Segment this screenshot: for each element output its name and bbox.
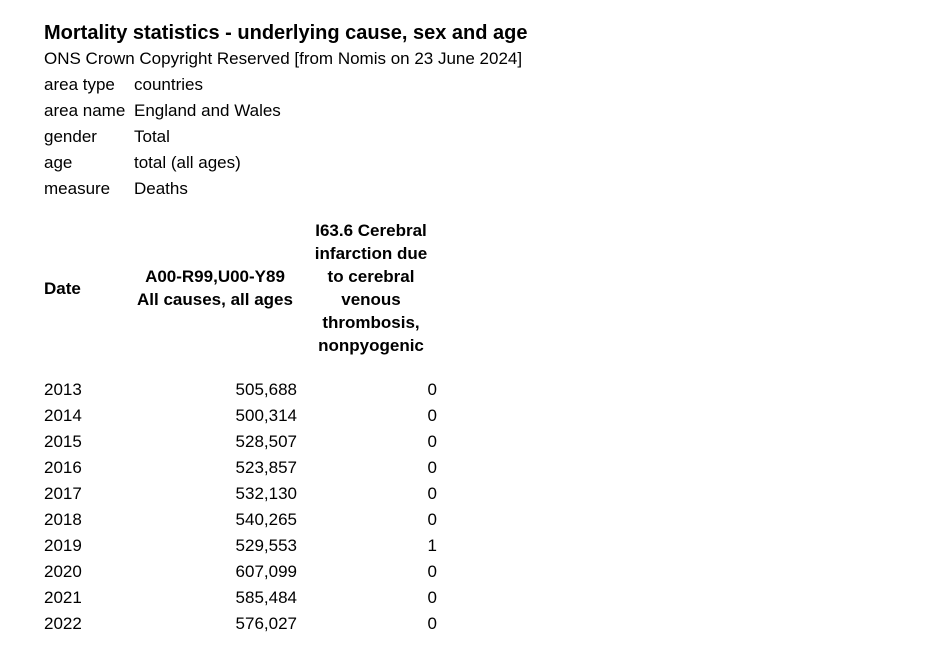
cell-date: 2018 (44, 510, 82, 529)
page-title: Mortality statistics - underlying cause, sex and age (44, 22, 528, 44)
meta-value: Deaths (134, 179, 188, 198)
cell-cerebral: 0 (427, 562, 437, 581)
meta-key: area name (44, 101, 126, 120)
metadata-block (44, 72, 904, 202)
cell-cerebral: 0 (427, 458, 437, 477)
column-header-cerebral (306, 212, 436, 364)
cell-date: 2020 (44, 562, 82, 581)
table-row (44, 377, 904, 403)
meta-row-area-type (44, 72, 904, 98)
cell-date: 2013 (44, 380, 82, 399)
cell-all-causes: 500,314 (235, 406, 297, 425)
cell-all-causes: 585,484 (235, 588, 297, 607)
meta-row-age (44, 150, 904, 176)
column-header-cerebral-label: I63.6 Cerebral infarction due to cerebral venous thrombosis, nonpyogenic (314, 221, 428, 355)
table-row (44, 455, 904, 481)
table-row (44, 403, 904, 429)
table-row (44, 481, 904, 507)
column-header-date: Date (44, 278, 81, 298)
cell-cerebral: 0 (427, 614, 437, 633)
meta-key: gender (44, 127, 97, 146)
table-row (44, 507, 904, 533)
cell-cerebral: 0 (427, 510, 437, 529)
table-body (44, 377, 904, 637)
table-header (44, 212, 904, 364)
table-row (44, 611, 904, 637)
table-row (44, 533, 904, 559)
cell-all-causes: 505,688 (235, 380, 297, 399)
source-line: ONS Crown Copyright Reserved [from Nomis on 23 June 2024] (44, 49, 523, 68)
cell-date: 2019 (44, 536, 82, 555)
column-header-all-causes-label: A00-R99,U00-Y89 All causes, all ages (137, 267, 293, 309)
cell-all-causes: 607,099 (235, 562, 297, 581)
cell-all-causes: 528,507 (235, 432, 297, 451)
cell-cerebral: 1 (427, 536, 437, 555)
table-row (44, 429, 904, 455)
meta-key: measure (44, 179, 111, 198)
cell-all-causes: 532,130 (235, 484, 297, 503)
meta-value: countries (134, 75, 203, 94)
meta-value: Total (134, 127, 170, 146)
cell-all-causes: 540,265 (235, 510, 297, 529)
cell-date: 2022 (44, 614, 82, 633)
cell-date: 2014 (44, 406, 82, 425)
cell-cerebral: 0 (427, 484, 437, 503)
meta-value: England and Wales (134, 101, 281, 120)
table-row (44, 585, 904, 611)
cell-cerebral: 0 (427, 380, 437, 399)
cell-all-causes: 529,553 (235, 536, 297, 555)
cell-cerebral: 0 (427, 588, 437, 607)
cell-all-causes: 523,857 (235, 458, 297, 477)
cell-cerebral: 0 (427, 432, 437, 451)
cell-all-causes: 576,027 (235, 614, 297, 633)
meta-key: area type (44, 75, 115, 94)
cell-date: 2021 (44, 588, 82, 607)
cell-date: 2016 (44, 458, 82, 477)
meta-row-measure (44, 176, 904, 202)
column-header-all-causes (134, 212, 296, 364)
cell-date: 2017 (44, 484, 82, 503)
spreadsheet (44, 20, 904, 637)
meta-row-area-name (44, 98, 904, 124)
meta-key: age (44, 153, 73, 172)
meta-row-gender (44, 124, 904, 150)
cell-date: 2015 (44, 432, 82, 451)
table-row (44, 559, 904, 585)
meta-value: total (all ages) (134, 153, 241, 172)
cell-cerebral: 0 (427, 406, 437, 425)
